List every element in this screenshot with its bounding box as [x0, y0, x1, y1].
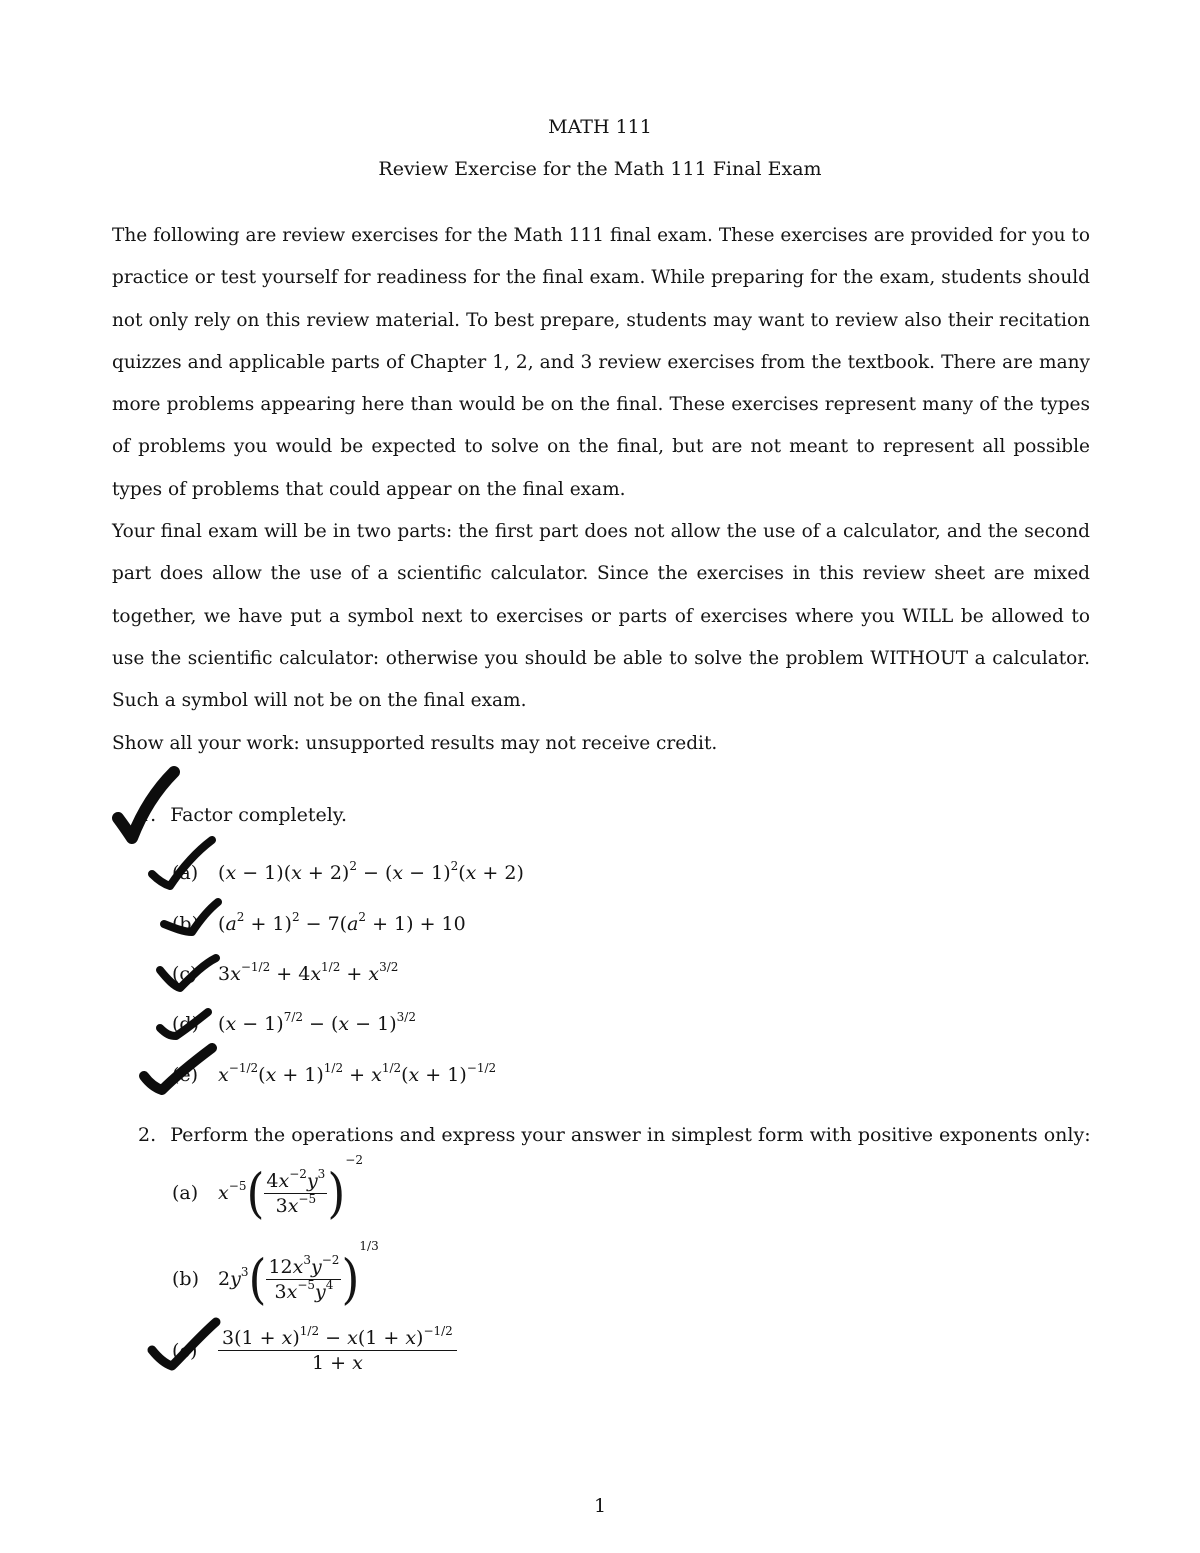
question-1	[138, 804, 347, 826]
question-2-part-b	[172, 1239, 379, 1311]
math-expression: $(a^2 + 1)^2 - 7(a^2 + 1) + 10$	[218, 910, 466, 935]
intro-paragraph-3: Show all your work: unsupported results may not receive credit.	[112, 732, 718, 754]
part-label: (b)	[172, 1268, 199, 1290]
part-label: (a)	[172, 1182, 199, 1204]
question-1-part-a	[172, 859, 524, 884]
question-2	[138, 1124, 1091, 1146]
question-1-part-c	[172, 960, 399, 985]
question-2-part-c	[172, 1326, 457, 1375]
math-expression: $2y^3$( $\frac{12x^3y^{-2}}{3x^{-5}y^4}$ )$^{1/3}$	[218, 1239, 379, 1311]
question-1-part-e	[172, 1061, 497, 1086]
part-label: (e)	[172, 1064, 199, 1086]
question-number: 2.	[138, 1124, 157, 1146]
intro-text	[112, 215, 1090, 765]
math-expression: $(x - 1)(x + 2)^2 - (x - 1)^2(x + 2)$	[218, 859, 524, 884]
part-label: (c)	[172, 1339, 198, 1362]
part-label: (b)	[172, 913, 199, 935]
intro-paragraph-2: Your final exam will be in two parts: the first part does not allow the use of a calculator, and the second part does allow the use of a scientific calculator. Since the exercises in this review sheet are mixed together, we have put a symbol next to exercises or parts of exercises where you WILL be allowed to use the scientific calculator: otherwise you should be able to solve the problem WITHOUT a calculator. Such a symbol will not be on the final exam.	[112, 521, 1090, 712]
question-1-part-d	[172, 1010, 416, 1035]
math-expression: $(x - 1)^{7/2} - (x - 1)^{3/2}$	[218, 1010, 416, 1035]
math-expression: $3x^{-1/2} + 4x^{1/2} + x^{3/2}$	[218, 960, 399, 985]
question-prompt: Perform the operations and express your answer in simplest form with positive exponents only:	[170, 1124, 1091, 1146]
math-expression: $x^{-1/2}(x + 1)^{1/2} + x^{1/2}(x + 1)^{-1/2}$	[218, 1061, 497, 1086]
question-1-part-b	[172, 910, 466, 935]
question-2-part-a	[172, 1153, 363, 1225]
part-label: (c)	[172, 963, 198, 985]
math-expression: $\frac{3(1 + x)^{1/2} - x(1 + x)^{-1/2}}{1 + x}$	[218, 1339, 457, 1361]
part-label: (a)	[172, 862, 199, 884]
question-number: 1.	[138, 804, 157, 826]
course-title: MATH 111	[548, 116, 652, 138]
intro-paragraph-1: The following are review exercises for the Math 111 final exam. These exercises are provided for you to practice or test yourself for readiness for the final exam. While preparing for the exam, students should not only rely on this review material. To best prepare, students may want to review also their recitation quizzes and applicable parts of Chapter 1, 2, and 3 review exercises from the textbook. There are many more problems appearing here than would be on the final. These exercises represent many of the types of problems you would be expected to solve on the final, but are not meant to represent all possible types of problems that could appear on the final exam.	[112, 225, 1090, 500]
question-prompt: Factor completely.	[170, 804, 348, 826]
math-expression: $x^{-5}$( $\frac{4x^{-2}y^3}{3x^{-5}}$ )$^{-2}$	[218, 1153, 363, 1225]
page-number: 1	[593, 1495, 607, 1517]
document-subtitle: Review Exercise for the Math 111 Final Exam	[378, 158, 822, 180]
part-label: (d)	[172, 1013, 199, 1035]
